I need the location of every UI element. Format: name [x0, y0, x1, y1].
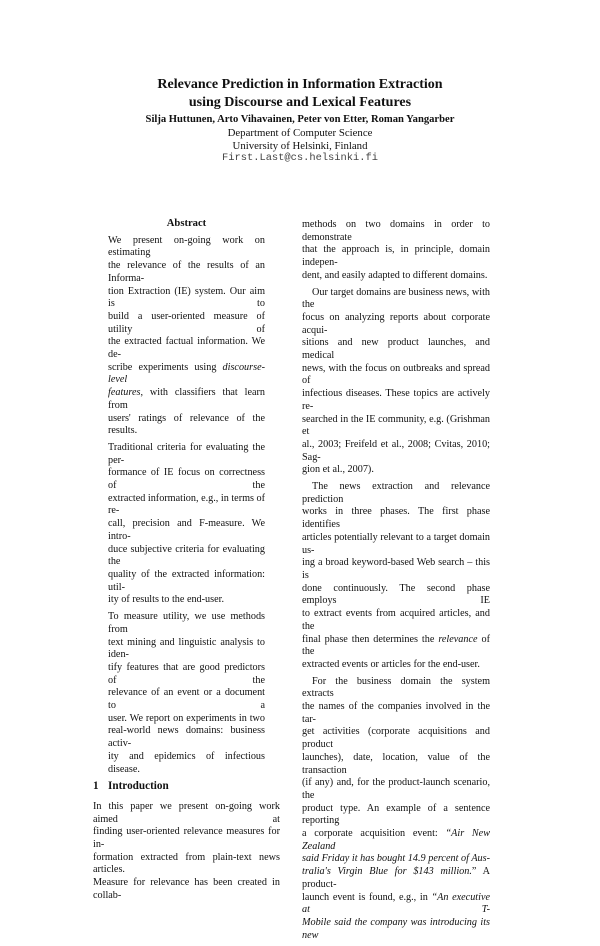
text-line [108, 442, 265, 467]
text-line [302, 892, 490, 917]
paragraph [302, 481, 490, 672]
text-segment: done continuously. The second phase employs IE [302, 582, 490, 607]
affiliation-department: Department of Computer Science [227, 127, 373, 139]
text-line [108, 387, 265, 412]
text-line [302, 464, 490, 477]
text-line [108, 336, 265, 361]
text-segment: of the [302, 633, 490, 658]
text-segment: user. We report on experiments in two [108, 712, 265, 724]
text-segment: , with classifiers that learn from [108, 387, 265, 411]
text-segment: call, precision and F-measure. We intro- [108, 518, 265, 542]
text-line [302, 828, 490, 853]
text-segment: the extracted factual information. We de- [108, 336, 265, 361]
section-number: 1 [93, 780, 99, 793]
author-email: First.Last@cs.helsinki.fi [222, 152, 378, 164]
text-segment: The news extraction and relevance prediction [302, 481, 490, 505]
text-segment: real-world news domains: business activ- [108, 725, 265, 750]
text-segment: launches), date, location, value of the transaction [302, 751, 490, 776]
text-line [108, 594, 265, 607]
text-line [302, 676, 490, 701]
paragraph [302, 287, 490, 478]
text-line [108, 611, 265, 636]
text-line [302, 219, 490, 244]
text-line [302, 777, 490, 802]
text-line [302, 659, 490, 672]
text-segment: ” A product- [302, 866, 490, 890]
italic-text: relevance [438, 633, 478, 645]
text-line [302, 557, 490, 582]
text-line [302, 866, 490, 891]
text-line [93, 852, 280, 877]
text-segment: get activities (corporate acquisitions and product [302, 726, 490, 751]
paragraph [108, 442, 265, 607]
text-line [302, 803, 490, 828]
text-segment: quality of the extracted information: util- [108, 568, 265, 593]
text-line [302, 481, 490, 506]
italic-text: “Air New Zealand [302, 828, 490, 852]
text-segment: dent, and easily adapted to different domains. [302, 269, 488, 281]
text-segment: users' ratings of relevance of the results. [108, 412, 265, 437]
right-column [302, 219, 490, 946]
paragraph [108, 235, 265, 438]
text-line [302, 608, 490, 633]
text-line [302, 414, 490, 439]
text-line [302, 634, 490, 659]
section-heading-introduction [93, 780, 280, 793]
authors: Silja Huttunen, Arto Vihavainen, Peter von Etter, Roman Yangarber [145, 114, 455, 125]
text-segment: extracted information, e.g., in terms of re- [108, 492, 266, 517]
text-line [108, 637, 265, 662]
text-line [302, 439, 490, 464]
text-segment: Traditional criteria for evaluating the per- [108, 441, 265, 466]
text-line [302, 853, 490, 866]
text-segment: We present on-going work on estimating [108, 234, 265, 259]
text-segment: build a user-oriented measure of utility of [108, 310, 265, 335]
text-line [108, 493, 265, 518]
text-line [93, 877, 280, 902]
text-line [108, 235, 265, 260]
text-segment: duce subjective criteria for evaluating the [108, 543, 265, 568]
introduction-body [93, 801, 280, 903]
text-line [108, 544, 265, 569]
abstract-heading: Abstract [166, 218, 207, 229]
text-segment: In this paper we present on-going work aimed at [93, 800, 280, 825]
paragraph [93, 801, 280, 903]
italic-text: features [108, 387, 141, 399]
text-segment: sitions and new product launches, and medical [302, 337, 490, 362]
text-segment: To measure utility, we use methods from [108, 611, 265, 635]
text-line [108, 662, 265, 687]
text-line [302, 287, 490, 312]
text-line [93, 826, 280, 851]
text-segment: al., 2003; Freifeld et al., 2008; Cvitas, 2010; Sag- [302, 438, 490, 463]
text-line [108, 713, 265, 726]
text-line [108, 362, 265, 387]
text-line [302, 917, 490, 942]
text-segment: focus on analyzing reports about corporate acqui- [302, 311, 490, 336]
text-line [108, 467, 265, 492]
text-segment: tify features that are good predictors of the [108, 661, 265, 686]
text-segment: extracted events or articles for the end-user. [302, 658, 480, 670]
text-line [108, 518, 265, 543]
text-segment: scribe experiments using [108, 361, 223, 373]
text-segment: ity of results to the end-user. [108, 594, 225, 606]
text-line [302, 363, 490, 388]
text-segment: formance of IE focus on correctness of the [108, 467, 265, 492]
text-segment: product type. An example of a sentence reporting [302, 802, 490, 827]
text-segment: searched in the IE community, e.g. (Grishman et [302, 413, 490, 438]
text-segment: methods on two domains in order to demonstrate [302, 219, 490, 243]
text-segment: news, with the focus on outbreaks and spread of [302, 362, 490, 387]
italic-text: tralia's Virgin Blue for $143 million. [302, 866, 472, 878]
text-line [302, 752, 490, 777]
text-segment: the relevance of the results of an Informa- [108, 260, 265, 284]
text-segment: launch event is found, e.g., in [302, 891, 432, 903]
text-line [302, 244, 490, 269]
text-segment: relevance of an event or a document to a [108, 687, 265, 712]
text-line [302, 506, 490, 531]
text-segment: formation extracted from plain-text news articles. [93, 851, 280, 876]
text-line [302, 726, 490, 751]
title-line-2: using Discourse and Lexical Features [188, 95, 412, 110]
abstract-body [108, 235, 265, 777]
text-segment: (if any) and, for the product-launch scenario, the [302, 777, 490, 801]
italic-text: “An executive at T- [302, 891, 490, 916]
text-line [108, 751, 265, 776]
text-segment: Measure for relevance has been created in collab- [93, 877, 280, 901]
text-segment: gion et al., 2007). [302, 464, 374, 476]
text-segment: that the approach is, in principle, domain indepen- [302, 244, 490, 269]
paragraph [302, 676, 490, 943]
text-segment: finding user-oriented relevance measures for in- [93, 826, 280, 851]
italic-text: said Friday it has bought 14.9 percent of Aus- [302, 853, 490, 865]
text-segment: works in three phases. The first phase identifies [302, 506, 490, 531]
affiliation-university: University of Helsinki, Finland [232, 140, 368, 152]
text-line [108, 311, 265, 336]
paper-title [0, 76, 600, 112]
paragraph [108, 611, 265, 776]
text-line [302, 388, 490, 413]
text-line [108, 569, 265, 594]
text-line [93, 801, 280, 826]
text-segment: a corporate acquisition event: [302, 828, 446, 840]
text-segment: ity and epidemics of infectious disease. [108, 750, 265, 775]
text-segment: For the business domain the system extracts [302, 675, 490, 700]
text-line [302, 270, 490, 283]
title-line-1: Relevance Prediction in Information Extraction [157, 77, 443, 92]
text-segment: Our target domains are business news, with the [302, 286, 490, 311]
text-line [108, 260, 265, 285]
text-segment: tion Extraction (IE) system. Our aim is to [108, 285, 265, 310]
text-segment: text mining and linguistic analysis to iden- [108, 636, 265, 661]
text-segment: ing a broad keyword-based Web search – this is [302, 557, 490, 581]
text-line [108, 413, 265, 438]
text-segment: infectious diseases. These topics are actively re- [302, 388, 490, 412]
italic-text: Mobile said the company was introducing its new [302, 916, 490, 941]
italic-text: discourse-level [108, 361, 265, 386]
text-segment: articles potentially relevant to a target domain us- [302, 531, 490, 556]
text-line [108, 286, 265, 311]
text-line [302, 583, 490, 608]
text-segment: the names of the companies involved in the tar- [302, 701, 490, 725]
text-segment: final phase then determines the [302, 633, 439, 645]
text-line [302, 312, 490, 337]
text-line [108, 725, 265, 750]
text-segment: to extract events from acquired articles, and the [302, 608, 490, 632]
text-line [108, 687, 265, 712]
text-line [302, 337, 490, 362]
section-title: Introduction [108, 780, 169, 793]
left-column [93, 218, 280, 907]
text-line [302, 701, 490, 726]
text-line [302, 532, 490, 557]
paragraph [302, 219, 490, 283]
